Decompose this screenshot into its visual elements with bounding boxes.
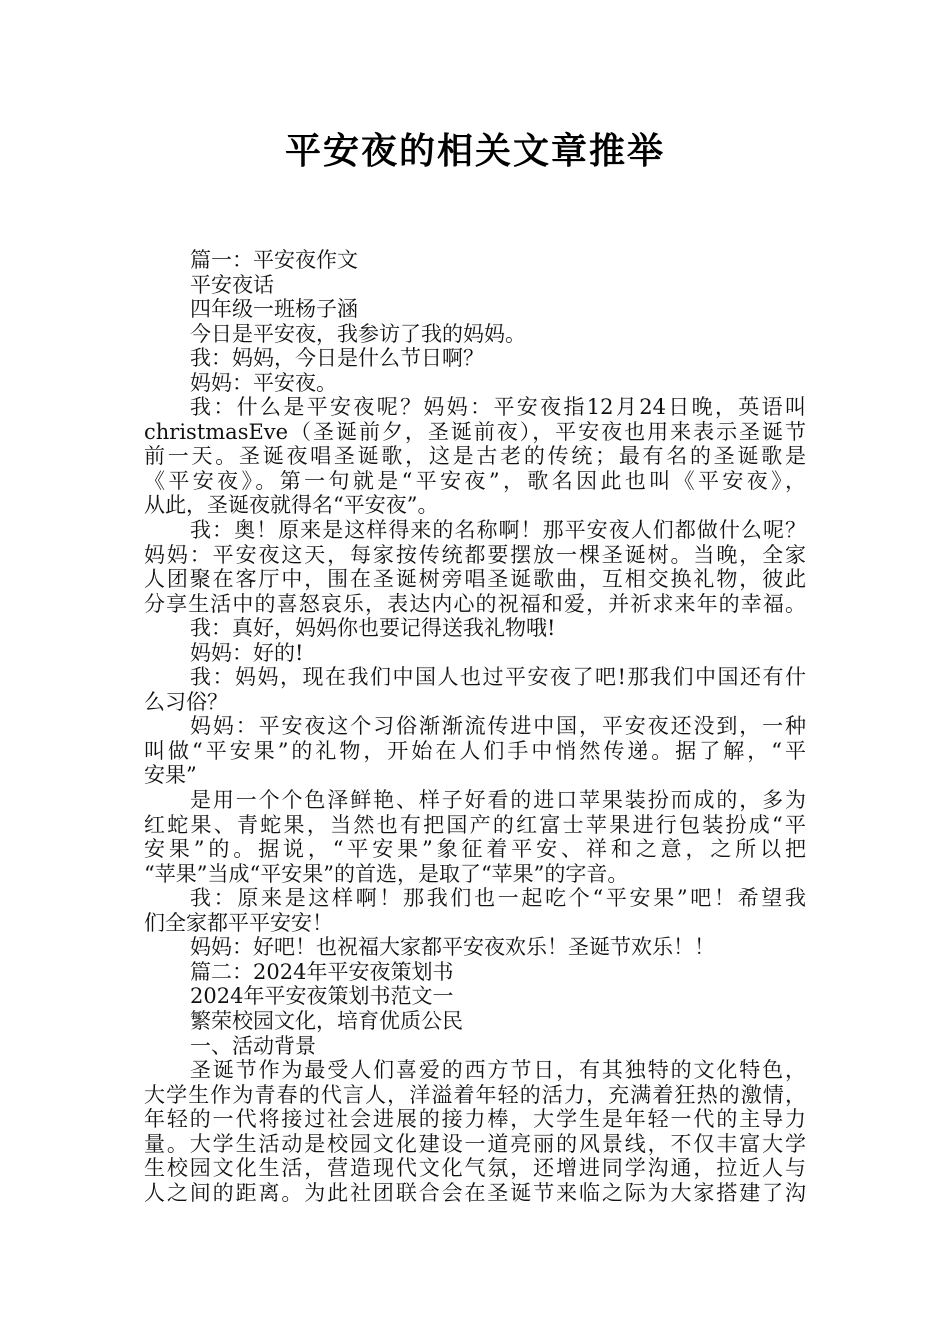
text-line: 圣诞节作为最受人们喜爱的西方节日，有其独特的文化特色， [190, 1058, 806, 1083]
text-line: 繁荣校园文化，培育优质公民 [190, 1008, 463, 1033]
text-line: 我：妈妈，现在我们中国人也过平安夜了吧!那我们中国还有什 [190, 665, 806, 690]
text-line: 妈妈：平安夜。 [190, 370, 337, 395]
text-line: 四年级一班杨子涵 [190, 297, 358, 322]
text-line: 生校园文化生活，营造现代文化气氛，还增进同学沟通，拉近人与 [144, 1156, 806, 1181]
text-line: 分享生活中的喜怒哀乐，表达内心的祝福和爱，并祈求来年的幸福。 [144, 591, 806, 616]
text-line: 安果” [144, 763, 197, 788]
text-line: 妈妈：好的! [190, 640, 304, 665]
document-title: 平安夜的相关文章推举 [284, 131, 665, 172]
text-line: 平安夜话 [190, 272, 274, 297]
text-line: 今日是平安夜，我参访了我的妈妈。 [190, 321, 526, 346]
text-line: 年轻的一代将接过社会进展的接力棒，大学生是年轻一代的主导力 [144, 1107, 806, 1132]
text-line: 红蛇果、青蛇果，当然也有把国产的红富士苹果进行包装扮成“平 [144, 812, 806, 837]
text-line: 安果”的。据说，“平安果”象征着平安、祥和之意，之所以把 [144, 837, 806, 862]
text-line: “苹果”当成“平安果”的首选，是取了“苹果”的字音。 [144, 861, 629, 886]
text-line: 大学生作为青春的代言人，洋溢着年轻的活力，充满着狂热的激情， [144, 1082, 806, 1107]
text-line: 是用一个个色泽鲜艳、样子好看的进口苹果装扮而成的，多为 [190, 788, 806, 813]
text-line: 们全家都平平安安！ [144, 910, 333, 935]
text-line: 我：妈妈，今日是什么节日啊？ [190, 346, 484, 371]
text-line: 从此，圣诞夜就得名“平安夜”。 [144, 493, 439, 518]
text-line: 2024年平安夜策划书范文一 [190, 984, 454, 1009]
text-line: 么习俗？ [144, 689, 228, 714]
text-line: 我：原来是这样啊！那我们也一起吃个“平安果”吧！希望我 [190, 886, 806, 911]
text-line: 前一天。圣诞夜唱圣诞歌，这是古老的传统；最有名的圣诞歌是 [144, 444, 806, 469]
text-line: 人之间的距离。为此社团联合会在圣诞节来临之际为大家搭建了沟 [144, 1180, 806, 1205]
text-line: christmasEve（圣诞前夕，圣诞前夜），平安夜也用来表示圣诞节 [144, 419, 806, 444]
text-line: 我：奥！原来是这样得来的名称啊！那平安夜人们都做什么呢？ [190, 518, 806, 543]
text-line: 妈妈：好吧！也祝福大家都平安夜欢乐！圣诞节欢乐！！ [190, 935, 715, 960]
text-line: 妈妈：平安夜这天，每家按传统都要摆放一棵圣诞树。当晚，全家 [144, 542, 806, 567]
text-line: 人团聚在客厅中，围在圣诞树旁唱圣诞歌曲，互相交换礼物，彼此 [144, 567, 806, 592]
text-line: 一、活动背景 [190, 1033, 316, 1058]
text-line: 妈妈：平安夜这个习俗渐渐流传进中国，平安夜还没到，一种 [190, 714, 806, 739]
text-line: 我：真好，妈妈你也要记得送我礼物哦! [190, 616, 556, 641]
text-line: 篇二：2024年平安夜策划书 [190, 959, 454, 984]
document-body [144, 248, 806, 1205]
text-line: 叫做“平安果”的礼物，开始在人们手中悄然传递。据了解，“平 [144, 738, 806, 763]
text-line: 我：什么是平安夜呢？妈妈：平安夜指12月24日晚，英语叫 [190, 395, 806, 420]
text-line: 量。大学生活动是校园文化建设一道亮丽的风景线，不仅丰富大学 [144, 1131, 806, 1156]
text-line: 《平安夜》。第一句就是“平安夜”，歌名因此也叫《平安夜》， [144, 468, 806, 493]
text-line: 篇一：平安夜作文 [190, 248, 358, 272]
